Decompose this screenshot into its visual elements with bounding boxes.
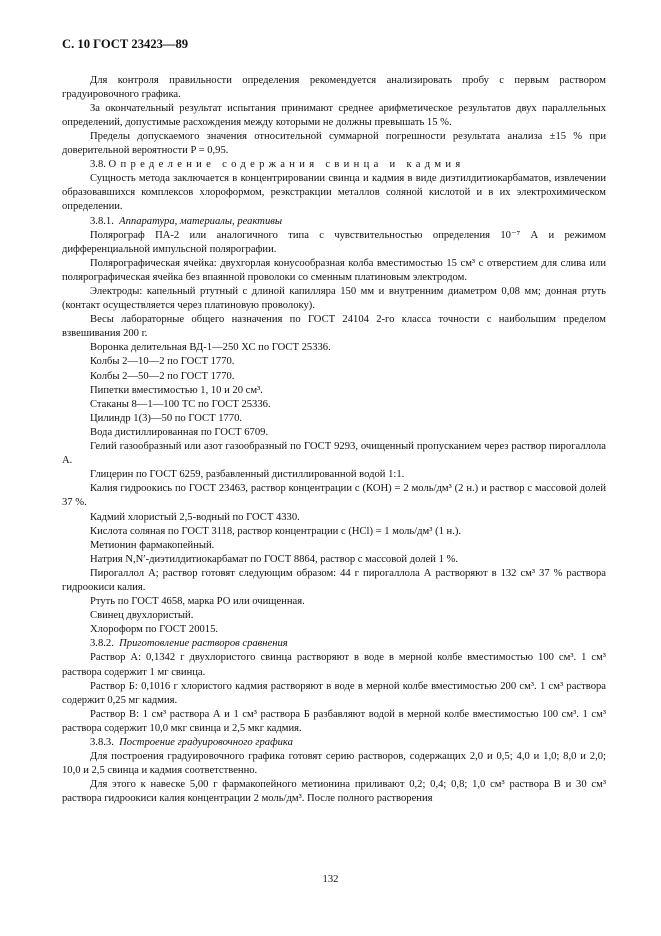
paragraph: Раствор А: 0,1342 г двухлористого свинца растворяют в воде в мерной колбе вместимостью 100 см³. 1 см³ раствора содержит 1 мг свинца.: [62, 652, 606, 678]
list-item: Колбы 2—10—2 по ГОСТ 1770.: [90, 356, 235, 368]
paragraph: Раствор В: 1 см³ раствора А и 1 см³ раствора Б разбавляют водой в мерной колбе вместимостью 100 см³. 1 см³ раствора содержит 10,0 мкг свинца и 2,5 мкг кадмия.: [62, 708, 606, 734]
section-heading-3-8-3: [62, 736, 606, 750]
list-item: Вода дистиллированная по ГОСТ 6709.: [90, 426, 269, 438]
paragraph: Калия гидроокись по ГОСТ 23463, раствор концентрации с (КОН) = 2 моль/дм³ (2 н.) и раствор с массовой долей 37 %.: [62, 483, 606, 509]
section-number: 3.8.1.: [90, 215, 114, 227]
paragraph: Гелий газообразный или азот газообразный по ГОСТ 9293, очищенный пропусканием через раствор пирогаллола А.: [62, 441, 606, 467]
list-item: Натрия N,N′-диэтилдитиокарбамат по ГОСТ 8864, раствор с массовой долей 1 %.: [90, 553, 459, 565]
section-heading-3-8: [62, 158, 606, 172]
list-item: Колбы 2—50—2 по ГОСТ 1770.: [90, 370, 235, 382]
list-item: Пипетки вместимостью 1, 10 и 20 см³.: [90, 384, 263, 396]
list-item: Хлороформ по ГОСТ 20015.: [90, 624, 219, 636]
paragraph: Раствор Б: 0,1016 г хлористого кадмия растворяют в воде в мерной колбе вместимостью 200 см³. 1 см³ раствора содержит 0,25 мг кадмия.: [62, 680, 606, 706]
section-title: Приготовление растворов сравнения: [119, 638, 288, 650]
list-item: Ртуть по ГОСТ 4658, марка РО или очищенная.: [90, 596, 305, 608]
paragraph: Электроды: капельный ртутный с длиной капилляра 150 мм и внутренним диаметром 0,08 мм; донная ртуть (контакт осуществляется через платиновую проволоку).: [62, 286, 606, 312]
section-title: Аппаратура, материалы, реактивы: [119, 215, 283, 227]
list-item: Воронка делительная ВД-1—250 ХС по ГОСТ 25336.: [90, 342, 331, 354]
list-item: Кадмий хлористый 2,5-водный по ГОСТ 4330.: [90, 511, 300, 523]
paragraph: Для этого к навеске 5,00 г фармакопейного метионина приливают 0,2; 0,4; 0,8; 1,0 см³ раствора В и 30 см³ раствора гидроокиси калия концентрации 2 моль/дм³. После полного растворения: [62, 779, 606, 805]
section-number: 3.8.: [90, 159, 106, 171]
section-title: Определение содержания свинца и кадмия: [108, 159, 465, 171]
paragraph: Для построения градуировочного графика готовят серию растворов, содержащих 2,0 и 0,5; 4,0 и 1,0; 8,0 и 2,0; 10,0 и 2,5 свинца и кадмия соответственно.: [62, 751, 606, 777]
section-title: Построение градуировочного графика: [119, 737, 293, 748]
page-header: С. 10 ГОСТ 23423—89: [62, 37, 189, 51]
paragraph: Для контроля правильности определения рекомендуется анализировать пробу с первым раствором градуировочного графика.: [62, 74, 606, 100]
paragraph: Полярографическая ячейка: двухгорлая конусообразная колба вместимостью 15 см³ с отверстием для слива или полярографическая ячейка без впаянной проволоки со сменным платиновым электродом.: [62, 257, 606, 283]
page-number: 132: [322, 874, 339, 885]
paragraph: Пределы допускаемого значения относительной суммарной погрешности результата анализа ±15 % при доверительной вероятности P = 0,95.: [62, 130, 606, 157]
section-heading-3-8-1: [62, 215, 606, 229]
paragraph: Пирогаллол А; раствор готовят следующим образом: 44 г пирогаллола А растворяют в 132 см³ 37 % раствора гидроокиси калия.: [62, 567, 606, 593]
list-item: Стаканы 8—1—100 ТС по ГОСТ 25336.: [90, 398, 271, 410]
document-body: [62, 74, 606, 807]
paragraph: За окончательный результат испытания принимают среднее арифметическое результатов двух параллельных определений, допустимые расхождения между которыми не должны превышать 15 %.: [62, 102, 606, 128]
section-number: 3.8.2.: [90, 638, 114, 650]
list-item: Глицерин по ГОСТ 6259, разбавленный дистиллированной водой 1:1.: [90, 469, 405, 481]
list-item: Кислота соляная по ГОСТ 3118, раствор концентрации с (HCl) = 1 моль/дм³ (1 н.).: [90, 525, 462, 537]
list-item: Цилиндр 1(3)—50 по ГОСТ 1770.: [90, 412, 243, 424]
list-item: Свинец двухлористый.: [90, 610, 194, 622]
paragraph: Весы лабораторные общего назначения по ГОСТ 24104 2-го класса точности с наибольшим пределом взвешивания 200 г.: [62, 314, 606, 340]
paragraph: Сущность метода заключается в концентрировании свинца и кадмия в виде диэтилдитиокарбаматов, извлечении образовавшихся комплексов хлороформом, реэкстракции металлов соляной кислотой и в их электрохимическом определении.: [62, 173, 606, 213]
paragraph: Полярограф ПА-2 или аналогичного типа с чувствительностью определения 10⁻⁷ А и режимом дифференциальной импульсной полярографии.: [62, 229, 606, 255]
section-number: 3.8.3.: [90, 737, 114, 748]
section-heading-3-8-2: [62, 637, 606, 651]
list-item: Метионин фармакопейный.: [90, 539, 215, 551]
